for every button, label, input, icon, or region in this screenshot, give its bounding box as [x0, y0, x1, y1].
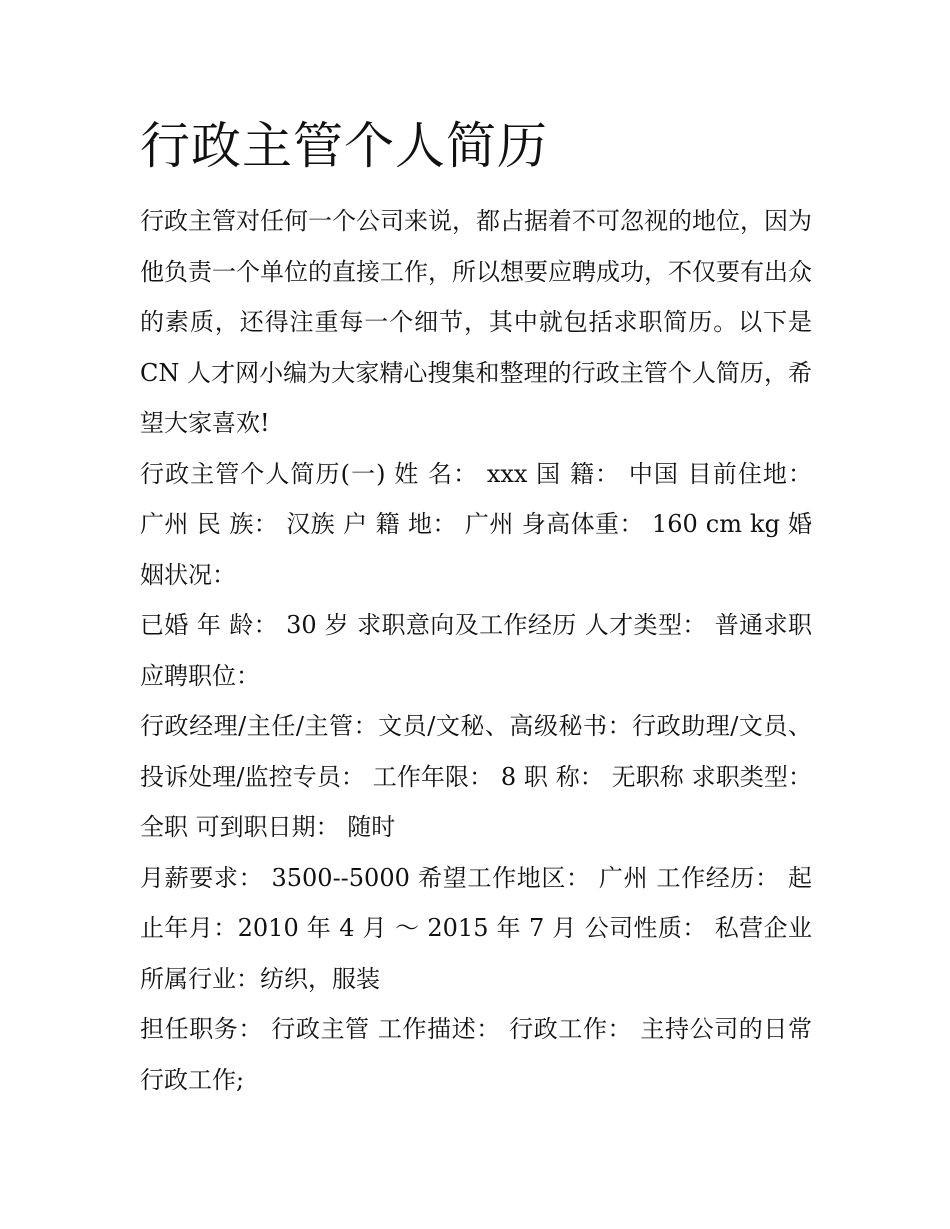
document-title: 行政主管个人简历	[140, 117, 548, 175]
resume-job-intention: 已婚 年 龄： 30 岁 求职意向及工作经历 人才类型： 普通求职 应聘职位：	[140, 611, 812, 690]
intro-paragraph: 行政主管对任何一个公司来说，都占据着不可忽视的地位，因为他负责一个单位的直接工作，所以想要应聘成功，不仅要有出众的素质，还得注重每一个细节，其中就包括求职简历。以下是 CN 人才网小编为大家精心搜集和整理的行政主管个人简历，希望大家喜欢!	[140, 207, 812, 437]
document-page	[140, 110, 812, 1105]
resume-personal-info: 行政主管个人简历(一) 姓 名： xxx 国 籍： 中国 目前住地： 广州 民 族： 汉族 户 籍 地： 广州 身高体重： 160 cm kg 婚姻状况：	[140, 459, 812, 589]
resume-work-history: 月薪要求： 3500--5000 希望工作地区： 广州 工作经历： 起止年月：2010 年 4 月 ～ 2015 年 7 月 公司性质： 私营企业 所属行业：纺织，服装	[140, 863, 812, 993]
resume-duties: 担任职务： 行政主管 工作描述： 行政工作： 主持公司的日常行政工作;	[140, 1015, 812, 1094]
resume-positions: 行政经理/主任/主管：文员/文秘、高级秘书：行政助理/文员、投诉处理/监控专员： 工作年限： 8 职 称： 无职称 求职类型： 全职 可到职日期： 随时	[140, 712, 812, 841]
